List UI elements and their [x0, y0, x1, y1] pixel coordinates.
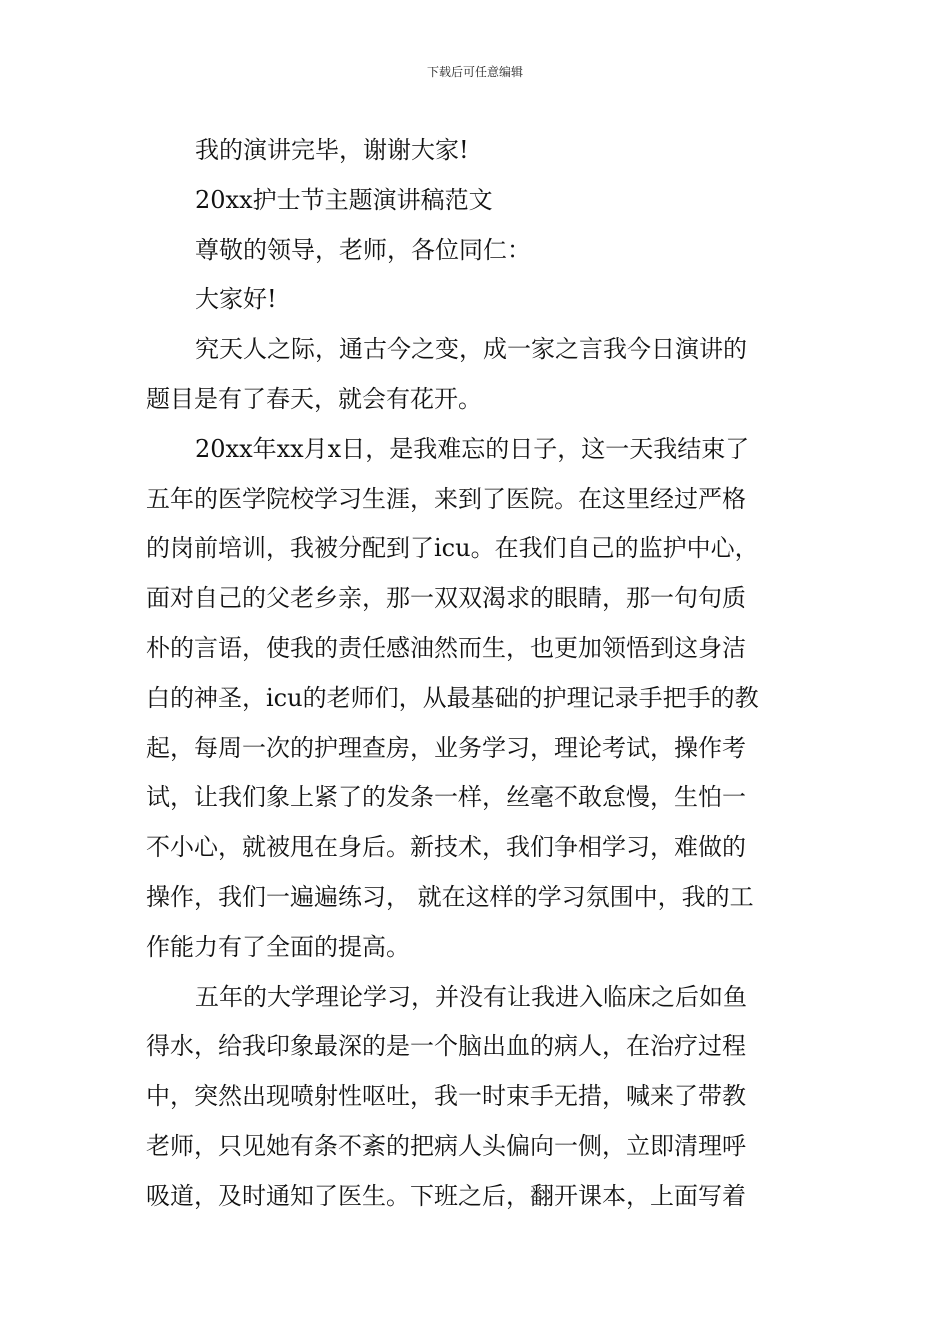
text-line: 作能力有了全面的提高。	[146, 933, 410, 961]
text-line: 究天人之际，通古今之变，成一家之言我今日演讲的	[195, 335, 747, 363]
text-line: 的岗前培训，我被分配到了icu。在我们自己的监护中心，	[146, 534, 759, 562]
text-line: 操作，我们一遍遍练习， 就在这样的学习氛围中，我的工	[146, 883, 754, 911]
text-line: 得水，给我印象最深的是一个脑出血的病人，在治疗过程	[146, 1032, 746, 1060]
text-line: 中，突然出现喷射性呕吐，我一时束手无措，喊来了带教	[146, 1082, 746, 1110]
text-line: 起，每周一次的护理查房，业务学习，理论考试，操作考	[146, 734, 746, 762]
text-line: 大家好!	[195, 285, 277, 313]
text-line: 尊敬的领导，老师，各位同仁：	[195, 236, 531, 264]
text-line: 五年的医学院校学习生涯，来到了医院。在这里经过严格	[146, 485, 746, 513]
text-line: 五年的大学理论学习，并没有让我进入临床之后如鱼	[195, 983, 747, 1011]
text-line: 20xx年xx月x日，是我难忘的日子，这一天我结束了	[195, 435, 750, 463]
text-line: 题目是有了春天，就会有花开。	[146, 385, 482, 413]
text-line: 面对自己的父老乡亲，那一双双渴求的眼睛，那一句句质	[146, 584, 746, 612]
text-line: 老师，只见她有条不紊的把病人头偏向一侧，立即清理呼	[146, 1132, 746, 1160]
text-line: 不小心，就被甩在身后。新技术，我们争相学习，难做的	[146, 833, 746, 861]
text-line: 我的演讲完毕，谢谢大家!	[195, 136, 469, 164]
text-line: 试，让我们象上紧了的发条一样，丝毫不敢怠慢，生怕一	[146, 783, 746, 811]
text-line: 朴的言语，使我的责任感油然而生，也更加领悟到这身洁	[146, 634, 746, 662]
text-line: 白的神圣，icu的老师们，从最基础的护理记录手把手的教	[146, 684, 759, 712]
text-line: 吸道，及时通知了医生。下班之后，翻开课本，上面写着	[146, 1182, 746, 1210]
page-header: 下载后可任意编辑	[426, 65, 523, 79]
text-line: 20xx护士节主题演讲稿范文	[195, 186, 493, 214]
